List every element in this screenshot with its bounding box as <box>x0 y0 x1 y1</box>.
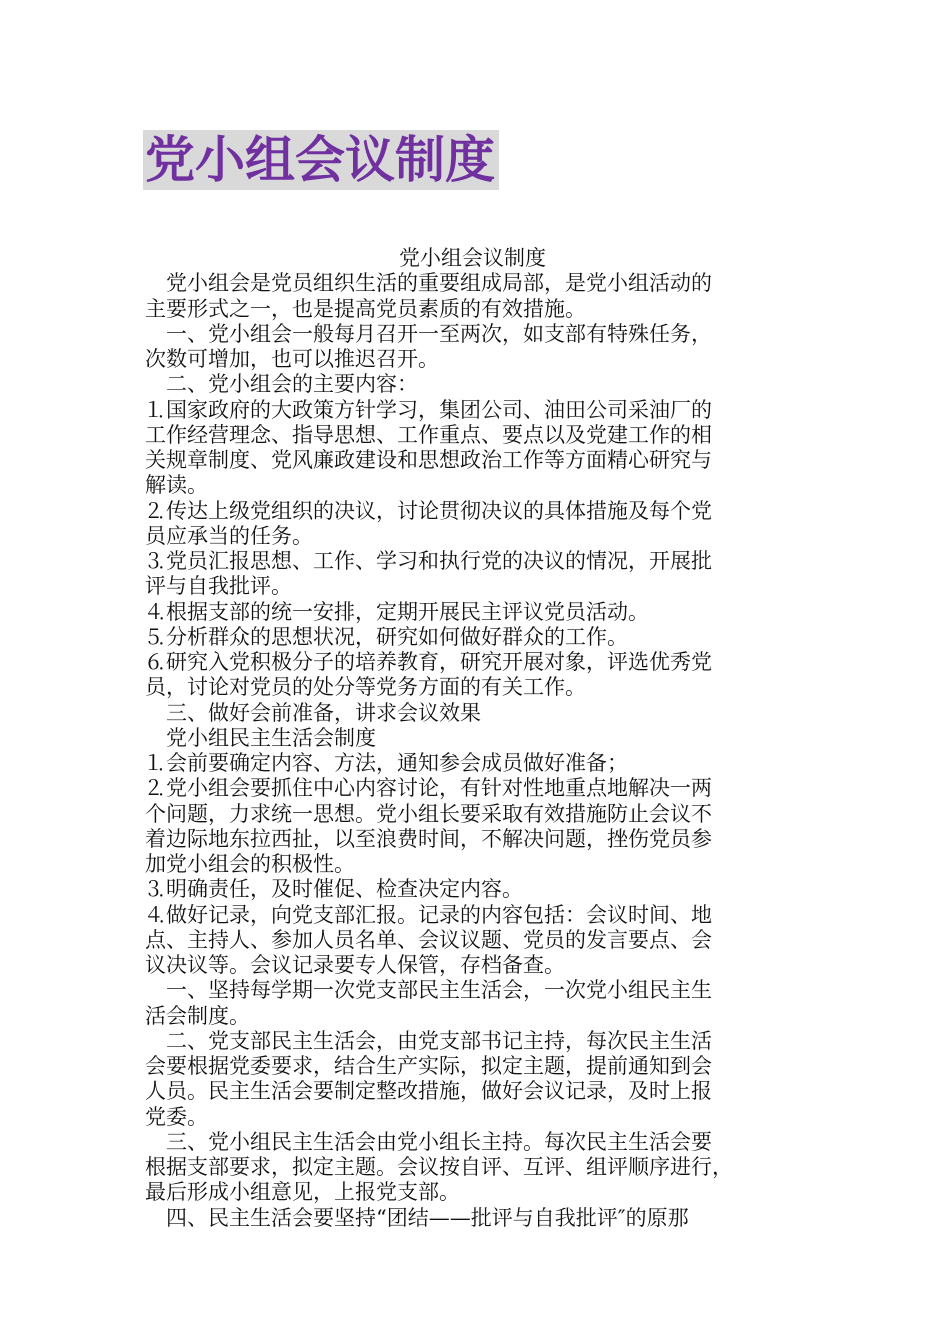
text-line: ⒉党小组会要抓住中心内容讨论，有针对性地重点地解决一两 <box>145 776 712 801</box>
document-body <box>145 246 810 1231</box>
text-line: 主要形式之一，也是提高党员素质的有效措施。 <box>145 296 586 321</box>
text-line: ⒉传达上级党组织的决议，讨论贯彻决议的具体措施及每个党 <box>145 498 712 523</box>
text-line: 二、党支部民主生活会，由党支部书记主持，每次民主生活 <box>145 1028 712 1053</box>
text-line: 最后形成小组意见，上报党支部。 <box>145 1180 460 1205</box>
text-line: ⒈国家政府的大政策方针学习，集团公司、油田公司采油厂的 <box>145 397 712 422</box>
text-line: ⒌分析群众的思想状况，研究如何做好群众的工作。 <box>145 624 628 649</box>
text-line: 着边际地东拉西扯，以至浪费时间，不解决问题，挫伤党员参 <box>145 826 712 851</box>
text-line: 党小组会是党员组织生活的重要组成局部，是党小组活动的 <box>145 271 712 296</box>
text-line: 人员。民主生活会要制定整改措施，做好会议记录，及时上报 <box>145 1079 712 1104</box>
text-line: 次数可增加，也可以推迟召开。 <box>145 347 439 371</box>
text-line: ⒈会前要确定内容、方法，通知参会成员做好准备； <box>145 751 628 775</box>
text-line: 三、党小组民主生活会由党小组长主持。每次民主生活会要 <box>145 1129 712 1154</box>
text-line: 工作经营理念、指导思想、工作重点、要点以及党建工作的相 <box>145 422 712 447</box>
text-line: 一、党小组会一般每月召开一至两次，如支部有特殊任务， <box>145 321 712 346</box>
text-line: 党委。 <box>145 1104 208 1129</box>
text-line: 解读。 <box>145 473 208 498</box>
text-line: 员，讨论对党员的处分等党务方面的有关工作。 <box>145 675 586 700</box>
text-line: 二、党小组会的主要内容： <box>145 372 418 397</box>
text-line: 根据支部要求，拟定主题。会议按自评、互评、组评顺序进行， <box>145 1155 733 1179</box>
text-line: 四、民主生活会要坚持“团结——批评与自我批评″的原那 <box>145 1205 689 1230</box>
text-line: 议决议等。会议记录要专人保管，存档备查。 <box>145 953 565 977</box>
document-banner-title: 党小组会议制度 <box>143 130 499 190</box>
text-line: ⒋根据支部的统一安排，定期开展民主评议党员活动。 <box>145 599 649 624</box>
text-line: 加党小组会的积极性。 <box>145 852 355 876</box>
text-line: 评与自我批评。 <box>145 574 292 599</box>
text-line: 点、主持人、参加人员名单、会议议题、党员的发言要点、会 <box>145 927 712 952</box>
text-line: 一、坚持每学期一次党支部民主生活会，一次党小组民主生 <box>145 978 712 1003</box>
text-line: ⒊党员汇报思想、工作、学习和执行党的决议的情况，开展批 <box>145 549 712 573</box>
text-line: ⒍研究入党积极分子的培养教育，研究开展对象，评选优秀党 <box>145 650 712 674</box>
text-line: 党小组民主生活会制度 <box>145 725 376 750</box>
text-line: 活会制度。 <box>145 1003 250 1028</box>
text-line: 关规章制度、党风廉政建设和思想政治工作等方面精心研究与 <box>145 448 712 472</box>
text-line: ⒋做好记录，向党支部汇报。记录的内容包括：会议时间、地 <box>145 902 712 927</box>
text-line: 三、做好会前准备，讲求会议效果 <box>145 700 481 725</box>
text-line: ⒊明确责任，及时催促、检查决定内容。 <box>145 877 523 902</box>
document-heading: 党小组会议制度 <box>399 246 546 270</box>
text-line: 会要根据党委要求，结合生产实际，拟定主题，提前通知到会 <box>145 1054 712 1078</box>
text-line: 个问题，力求统一思想。党小组长要采取有效措施防止会议不 <box>145 801 712 826</box>
text-line: 员应承当的任务。 <box>145 523 313 548</box>
